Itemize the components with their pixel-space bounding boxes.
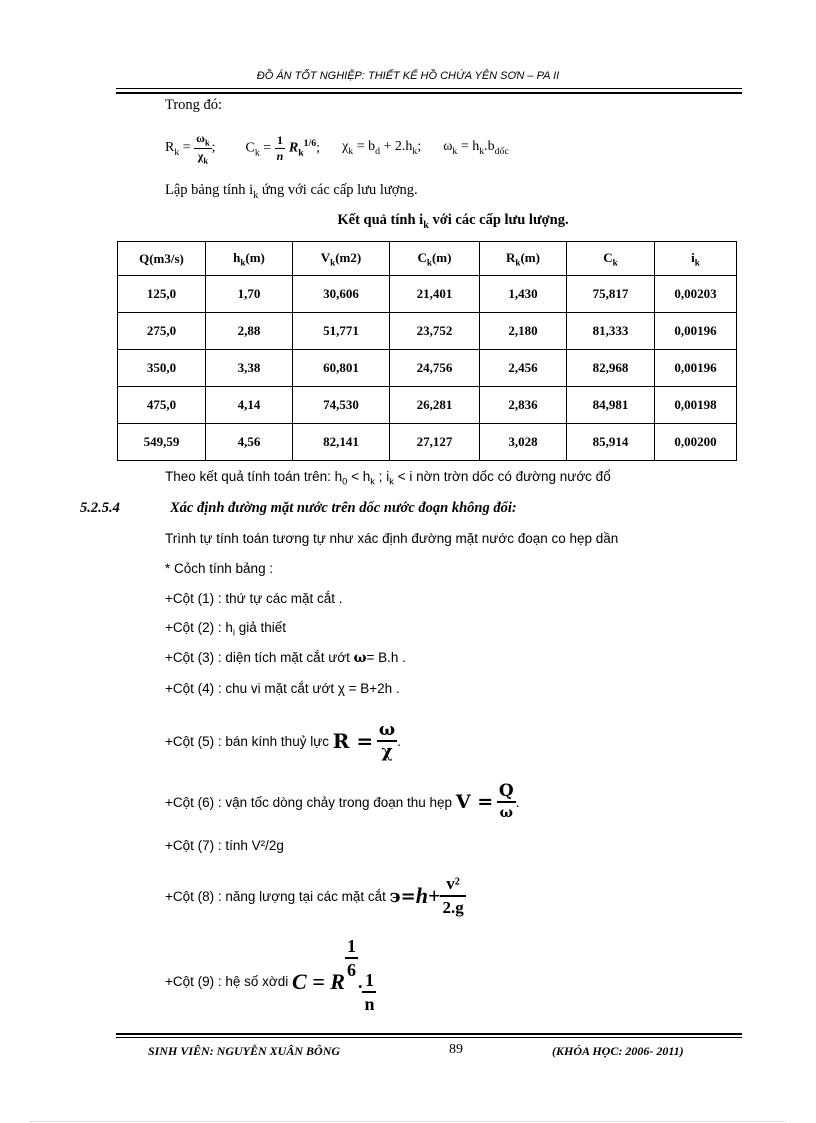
page-header-title: ĐỒ ÁN TỐT NGHIỆP: THIẾT KẾ HỒ CHỨA YÊN SƠN – PA II [256,70,560,82]
cot-8-text: +Cột (8) : năng lượng tại các mặt cắt э= h + $\frac{\text{v²}}{2.g}$ [165,874,464,917]
cot-7-text: +Cột (7) : tính V²/2g [165,838,284,853]
col-header-ck: $C_k$ [567,242,655,276]
formula-line [165,128,509,168]
table-cell: 85,914 [567,424,655,461]
table-cell: 84,981 [567,387,655,424]
table-cell: 30,606 [293,276,390,313]
table-cell: 125,0 [118,276,206,313]
table-cell: 2,88 [206,313,293,350]
table-cell: 275,0 [118,313,206,350]
formula-ck: $C_k$ = $\frac{1}{n}$ $R_k^{1/6}$; [245,132,321,163]
table-cell: 4,56 [206,424,293,461]
table-cell: 3,028 [480,424,567,461]
col-header-hk: $h_k(m)$ [206,242,293,276]
table-row [118,276,737,313]
table-header-row [118,242,737,276]
cot-5-text: +Cột (5) : bán kính thuỷ lực R = $\frac{\omega}{\chi}$ . [165,720,401,762]
cot-6-text: +Cột (6) : vận tốc dòng chảy trong đoạn thu hẹp V = $\frac{Q}{\omega}$ . [165,781,520,821]
formula-chik: $\chi_k = b_d + 2.h_k$; [342,139,422,157]
trong-do-label: Trong đó: [165,97,223,113]
section-number: 5.2.5.4 [80,500,120,516]
footer-rule-top [116,1033,742,1035]
table-cell: 21,401 [390,276,480,313]
lap-bang-text: Lập bảng tính $i_k$ ứng với các cấp lưu lượng. [165,182,418,201]
col-header-vk: $V_k(m2)$ [293,242,390,276]
cot-4-text: +Cột (4) : chu vi mặt cắt ướt χ = B+2h . [165,681,400,696]
table-row [118,387,737,424]
col-header-ck-m: $C_k(m)$ [390,242,480,276]
footer-rule-bottom [116,1037,742,1038]
table-row [118,424,737,461]
table-cell: 23,752 [390,313,480,350]
cot-2-text: +Cột (2) : $h_i$ giả thiết [165,620,287,639]
table-cell: 74,530 [293,387,390,424]
table-cell: 475,0 [118,387,206,424]
table-cell: 60,801 [293,350,390,387]
cach-tinh-text: * Cỏch tính bảng : [165,561,274,576]
table-cell: 549,59 [118,424,206,461]
table-cell: 0,00196 [655,313,737,350]
table-cell: 81,333 [567,313,655,350]
col-header-ik: $i_k$ [655,242,737,276]
table-cell: 24,756 [390,350,480,387]
table-cell: 75,817 [567,276,655,313]
table-cell: 350,0 [118,350,206,387]
table-cell: 1,70 [206,276,293,313]
formula-omegak: $\omega_k = h_k.b_{dốc}$ [443,139,509,157]
table-cell: 2,456 [480,350,567,387]
section-title: Xác định đường mặt nước trên dốc nước đoạn không đổi: [170,500,517,516]
header-rule-top [116,88,742,89]
table-cell: 0,00196 [655,350,737,387]
cot-1-text: +Cột (1) : thứ tự các mặt cắt . [165,591,343,606]
table-row [118,350,737,387]
table-cell: 26,281 [390,387,480,424]
col-header-rk: $R_k(m)$ [480,242,567,276]
cot-9-text: +Cột (9) : hệ số xờdi C = R $\frac{1}{6}$ . $\frac{1}{n}$ [165,936,375,1014]
table-cell: 3,38 [206,350,293,387]
table-cell: 82,141 [293,424,390,461]
table-cell: 2,836 [480,387,567,424]
table-cell: 2,180 [480,313,567,350]
cot-3-text: +Cột (3) : diện tích mặt cắt ướt ω= B.h . [165,650,406,666]
theo-ket-qua-text: Theo kết quả tính toán trên: $h_0 < h_k$ ; $i_k < i$ nờn trờn dốc có đường nước đổ [165,469,611,488]
table-cell: 51,771 [293,313,390,350]
table-cell: 0,00198 [655,387,737,424]
table-cell: 0,00203 [655,276,737,313]
col-header-q: Q(m3/s) [118,242,206,276]
page-bottom-dotted-line [30,1121,786,1122]
table-row [118,313,737,350]
results-table [117,241,737,461]
page-number: 89 [449,1042,463,1057]
trinh-tu-text: Trình tự tính toán tương tự như xác định đường mặt nước đoạn co hẹp dần [165,531,619,546]
table-cell: 27,127 [390,424,480,461]
table-cell: 82,968 [567,350,655,387]
table-caption: Kết quả tính $i_k$ với các cấp lưu lượng. [337,212,569,231]
footer-course: (KHÓA HỌC: 2006- 2011) [552,1044,684,1058]
table-cell: 4,14 [206,387,293,424]
table-cell: 0,00200 [655,424,737,461]
header-rule-bottom [116,92,742,94]
footer-student: SINH VIÊN: NGUYỄN XUÂN BÔNG [148,1044,341,1058]
formula-rk: $R_k$ = $\frac{\omega_k}{\chi_k}$ ; [165,131,216,165]
table-cell: 1,430 [480,276,567,313]
